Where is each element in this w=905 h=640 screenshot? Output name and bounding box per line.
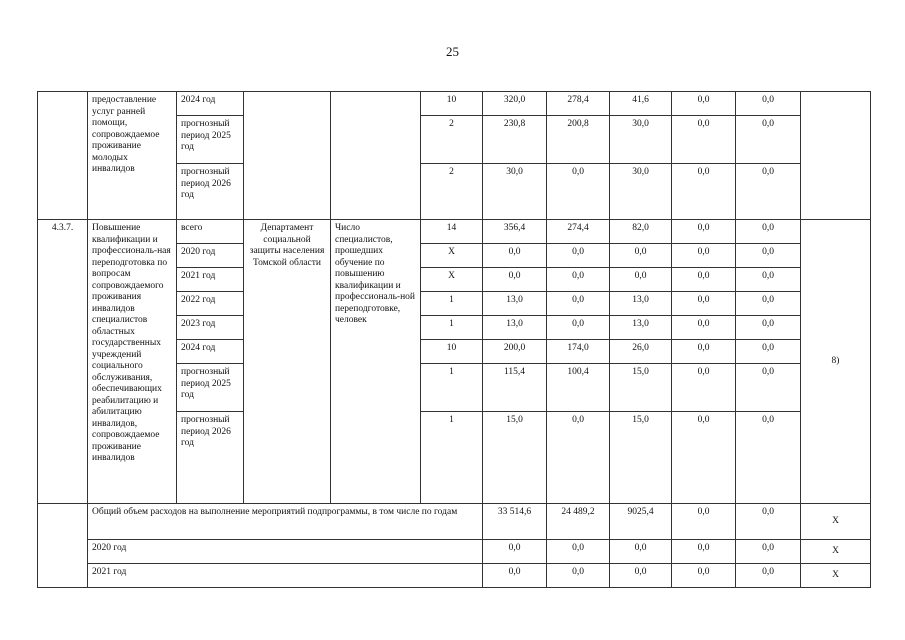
period-cell: прогнозный период 2025 год xyxy=(177,116,244,164)
total-cell: 115,4 xyxy=(483,364,547,412)
total-label: 2021 год xyxy=(88,564,483,588)
fed-cell: 174,0 xyxy=(547,340,610,364)
total-cell: 320,0 xyxy=(483,92,547,116)
other-cell: 0,0 xyxy=(736,116,801,164)
loc-cell: 0,0 xyxy=(672,268,736,292)
total-cell: 30,0 xyxy=(483,164,547,220)
item-number: 4.3.7. xyxy=(38,220,88,504)
fed-cell: 0,0 xyxy=(547,268,610,292)
total-row xyxy=(38,564,871,588)
reg-cell: 15,0 xyxy=(610,364,672,412)
total-cell: 15,0 xyxy=(483,412,547,504)
reg-cell: 30,0 xyxy=(610,116,672,164)
reg-cell: 26,0 xyxy=(610,340,672,364)
loc-cell: 0,0 xyxy=(672,504,736,540)
period-cell: 2021 год xyxy=(177,268,244,292)
empty-cell xyxy=(331,92,421,220)
period-cell: 2024 год xyxy=(177,340,244,364)
mark-cell: X xyxy=(801,564,871,588)
event-name-cell: Повышение квалификации и профессиональ-ная переподготовка по вопросам сопровождаемого проживания инвалидов специалистов областных государственных учреждений социального обслуживания, обеспечивающих реабилитацию и абилитацию инвалидов, сопровождаемое проживание инвалидов xyxy=(88,220,177,504)
fed-cell: 0,0 xyxy=(547,412,610,504)
qty-cell: 1 xyxy=(421,292,483,316)
loc-cell: 0,0 xyxy=(672,244,736,268)
total-cell: 0,0 xyxy=(483,540,547,564)
fed-cell: 0,0 xyxy=(547,540,610,564)
other-cell: 0,0 xyxy=(736,164,801,220)
other-cell: 0,0 xyxy=(736,412,801,504)
mark-cell: X xyxy=(801,504,871,540)
qty-cell: X xyxy=(421,244,483,268)
total-cell: 0,0 xyxy=(483,244,547,268)
qty-cell: 14 xyxy=(421,220,483,244)
other-cell: 0,0 xyxy=(736,540,801,564)
loc-cell: 0,0 xyxy=(672,220,736,244)
loc-cell: 0,0 xyxy=(672,412,736,504)
fed-cell: 0,0 xyxy=(547,244,610,268)
other-cell: 0,0 xyxy=(736,244,801,268)
event-name-cell: предоставление услуг ранней помощи, сопровождаемое проживание молодых инвалидов xyxy=(88,92,177,220)
reg-cell: 41,6 xyxy=(610,92,672,116)
qty-cell: 2 xyxy=(421,116,483,164)
qty-cell: 2 xyxy=(421,164,483,220)
other-cell: 0,0 xyxy=(736,316,801,340)
other-cell: 0,0 xyxy=(736,504,801,540)
fed-cell: 278,4 xyxy=(547,92,610,116)
fed-cell: 100,4 xyxy=(547,364,610,412)
total-cell: 356,4 xyxy=(483,220,547,244)
qty-cell: 1 xyxy=(421,316,483,340)
mark-cell: X xyxy=(801,540,871,564)
period-cell: прогнозный период 2026 год xyxy=(177,412,244,504)
qty-cell: 10 xyxy=(421,92,483,116)
loc-cell: 0,0 xyxy=(672,564,736,588)
fed-cell: 0,0 xyxy=(547,316,610,340)
total-label: 2020 год xyxy=(88,540,483,564)
reg-cell: 0,0 xyxy=(610,564,672,588)
period-cell: прогнозный период 2025 год xyxy=(177,364,244,412)
reg-cell: 13,0 xyxy=(610,292,672,316)
total-cell: 33 514,6 xyxy=(483,504,547,540)
reg-cell: 0,0 xyxy=(610,268,672,292)
page-number: 25 xyxy=(446,44,459,59)
executor-cell: Департамент социальной защиты населения Томской области xyxy=(244,220,331,504)
reg-cell: 13,0 xyxy=(610,316,672,340)
indicator-cell: Число специалистов, прошедших обучение по повышению квалификации и профессиональ-ной переподготовке, человек xyxy=(331,220,421,504)
loc-cell: 0,0 xyxy=(672,164,736,220)
total-label: Общий объем расходов на выполнение мероприятий подпрограммы, в том числе по годам xyxy=(88,504,483,540)
qty-cell: X xyxy=(421,268,483,292)
qty-cell: 10 xyxy=(421,340,483,364)
total-cell: 13,0 xyxy=(483,316,547,340)
period-cell: всего xyxy=(177,220,244,244)
other-cell: 0,0 xyxy=(736,268,801,292)
total-cell: 0,0 xyxy=(483,564,547,588)
loc-cell: 0,0 xyxy=(672,92,736,116)
fed-cell: 0,0 xyxy=(547,564,610,588)
total-row xyxy=(38,540,871,564)
fed-cell: 274,4 xyxy=(547,220,610,244)
empty-cell xyxy=(244,92,331,220)
period-cell: 2022 год xyxy=(177,292,244,316)
other-cell: 0,0 xyxy=(736,364,801,412)
reg-cell: 0,0 xyxy=(610,244,672,268)
other-cell: 0,0 xyxy=(736,220,801,244)
total-cell: 13,0 xyxy=(483,292,547,316)
fed-cell: 200,8 xyxy=(547,116,610,164)
note-cell: 8) xyxy=(801,220,871,504)
total-cell: 200,0 xyxy=(483,340,547,364)
fed-cell: 24 489,2 xyxy=(547,504,610,540)
other-cell: 0,0 xyxy=(736,564,801,588)
period-cell: прогнозный период 2026 год xyxy=(177,164,244,220)
loc-cell: 0,0 xyxy=(672,340,736,364)
table-row xyxy=(38,92,871,116)
reg-cell: 15,0 xyxy=(610,412,672,504)
fed-cell: 0,0 xyxy=(547,164,610,220)
period-cell: 2023 год xyxy=(177,316,244,340)
loc-cell: 0,0 xyxy=(672,540,736,564)
loc-cell: 0,0 xyxy=(672,116,736,164)
reg-cell: 82,0 xyxy=(610,220,672,244)
reg-cell: 9025,4 xyxy=(610,504,672,540)
empty-cell xyxy=(38,504,88,588)
total-row xyxy=(38,504,871,540)
reg-cell: 0,0 xyxy=(610,540,672,564)
loc-cell: 0,0 xyxy=(672,364,736,412)
qty-cell: 1 xyxy=(421,412,483,504)
period-cell: 2024 год xyxy=(177,92,244,116)
fed-cell: 0,0 xyxy=(547,292,610,316)
period-cell: 2020 год xyxy=(177,244,244,268)
other-cell: 0,0 xyxy=(736,340,801,364)
loc-cell: 0,0 xyxy=(672,316,736,340)
empty-cell xyxy=(801,92,871,220)
reg-cell: 30,0 xyxy=(610,164,672,220)
table-row xyxy=(38,220,871,244)
total-cell: 230,8 xyxy=(483,116,547,164)
qty-cell: 1 xyxy=(421,364,483,412)
empty-cell xyxy=(38,92,88,220)
total-cell: 0,0 xyxy=(483,268,547,292)
other-cell: 0,0 xyxy=(736,92,801,116)
other-cell: 0,0 xyxy=(736,292,801,316)
loc-cell: 0,0 xyxy=(672,292,736,316)
budget-table xyxy=(37,91,871,588)
